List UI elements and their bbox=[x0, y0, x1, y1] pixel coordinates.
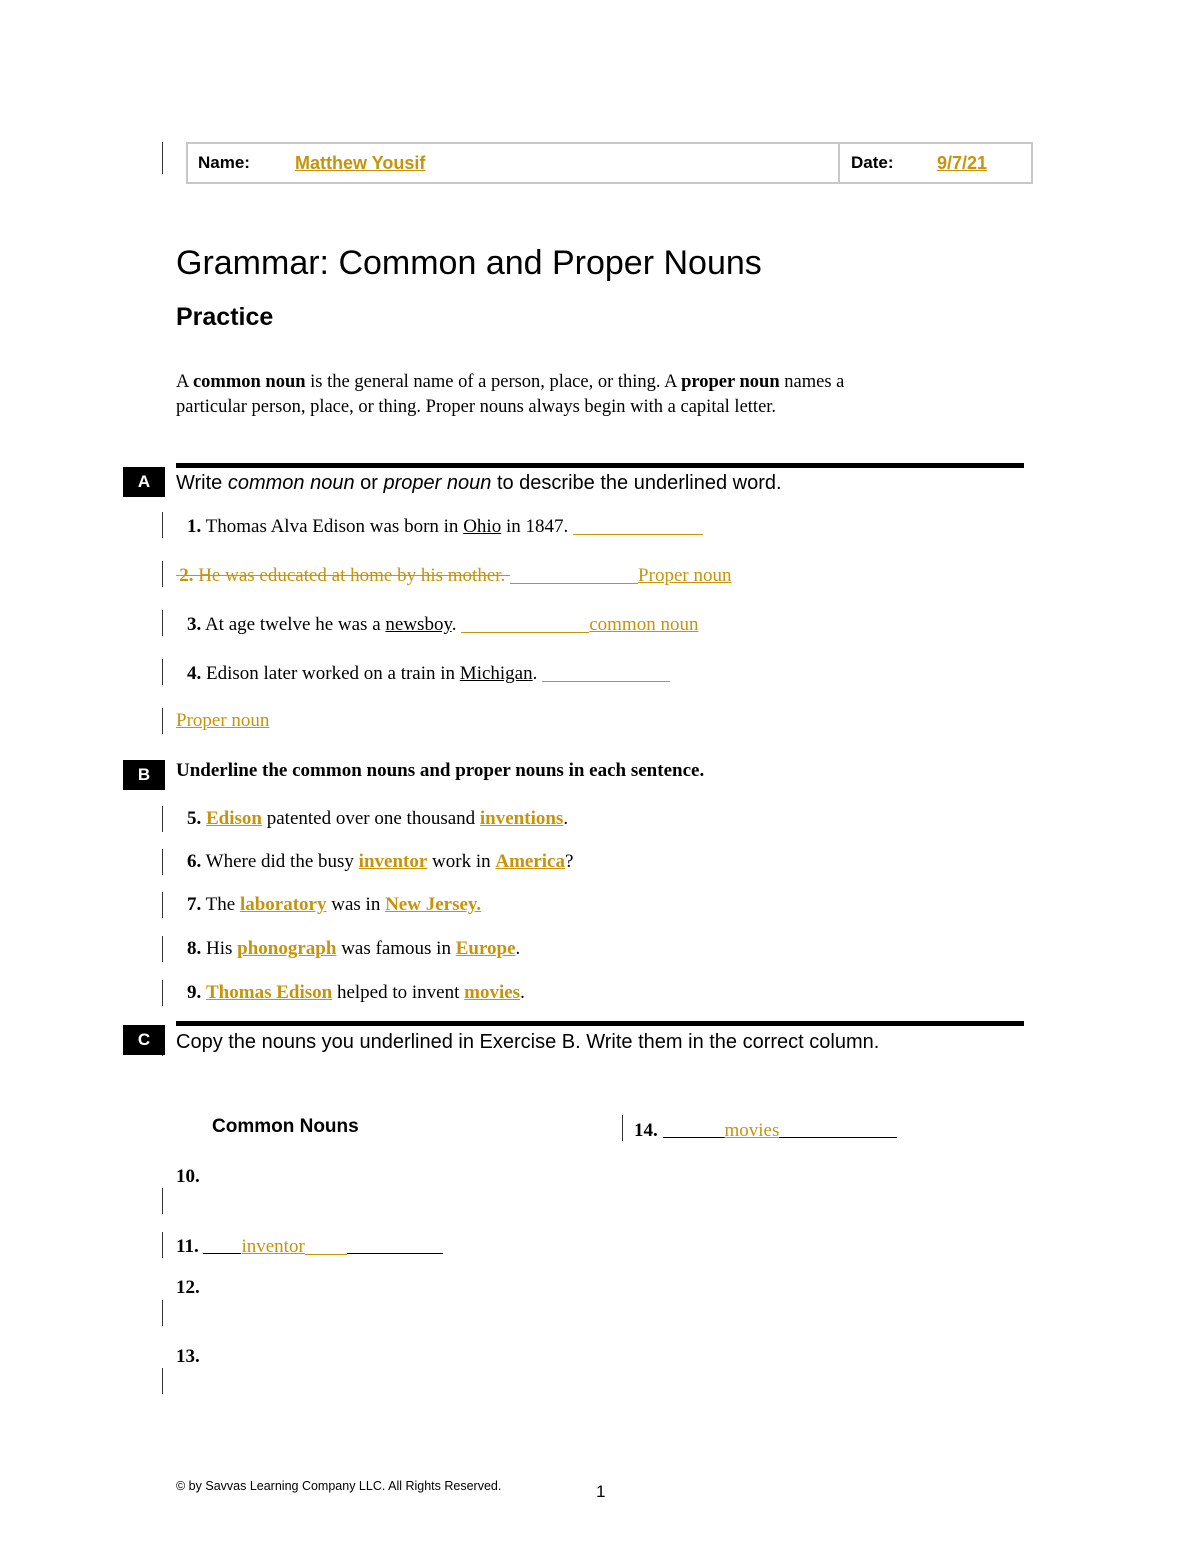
item-7: 7. The laboratory was in New Jersey. bbox=[187, 894, 482, 915]
section-b-instructions: Underline the common nouns and proper nouns in each sentence. bbox=[176, 760, 705, 781]
item-8: 8. His phonograph was famous in Europe. bbox=[187, 938, 521, 959]
change-bar bbox=[162, 659, 163, 685]
change-bar bbox=[162, 610, 163, 636]
section-c-instructions: Copy the nouns you underlined in Exercise B. Write them in the correct column. bbox=[176, 1031, 880, 1053]
change-bar bbox=[162, 561, 163, 587]
item-5: 5. Edison patented over one thousand inventions. bbox=[187, 808, 569, 829]
intro-paragraph: A common noun is the general name of a person, place, or thing. A proper noun names a particular person, place, or thing. Proper nouns always begin with a capital letter. bbox=[176, 372, 845, 417]
section-c-badge: C bbox=[123, 1025, 165, 1055]
item-9: 9. Thomas Edison helped to invent movies. bbox=[187, 982, 525, 1003]
change-bar bbox=[162, 849, 163, 875]
change-bar bbox=[162, 142, 163, 174]
answer-blank-3[interactable] bbox=[461, 612, 589, 633]
answer-blank-14-a[interactable] bbox=[663, 1119, 725, 1138]
answer-blank-11-c[interactable] bbox=[347, 1235, 443, 1254]
answer-11[interactable]: inventor bbox=[241, 1236, 305, 1257]
copyright-footer: © by Savvas Learning Company LLC. All Rights Reserved. bbox=[176, 1479, 502, 1493]
answer-blank-11-b bbox=[305, 1236, 347, 1255]
item-6: 6. Where did the busy inventor work in America? bbox=[187, 851, 574, 872]
answer-blank-4[interactable] bbox=[542, 661, 670, 682]
change-bar bbox=[162, 512, 163, 538]
item-13: 13. bbox=[176, 1346, 200, 1367]
answer-14[interactable]: movies bbox=[724, 1120, 780, 1141]
item-4: 4. Edison later worked on a train in Michigan. bbox=[187, 661, 670, 685]
section-b-badge: B bbox=[123, 760, 165, 790]
page-number: 1 bbox=[596, 1482, 606, 1501]
item-1: 1. Thomas Alva Edison was born in Ohio in 1847. bbox=[187, 514, 703, 538]
common-nouns-header: Common Nouns bbox=[212, 1116, 359, 1137]
date-value[interactable]: 9/7/21 bbox=[937, 153, 988, 173]
section-a-rule bbox=[176, 463, 1024, 468]
change-bar bbox=[162, 1368, 163, 1394]
date-label: Date: bbox=[851, 153, 894, 172]
change-bar bbox=[162, 806, 163, 832]
change-bar bbox=[162, 1188, 163, 1214]
term-proper-noun: proper noun bbox=[681, 372, 780, 392]
item-12: 12. bbox=[176, 1277, 200, 1298]
answer-blank-2[interactable] bbox=[510, 563, 638, 584]
name-label: Name: bbox=[198, 153, 250, 172]
term-common-noun: common noun bbox=[192, 372, 306, 392]
answer-blank-1[interactable] bbox=[573, 514, 703, 535]
name-value[interactable]: Matthew Yousif bbox=[295, 153, 426, 173]
answer-2[interactable]: Proper noun bbox=[638, 565, 732, 586]
item-10: 10. bbox=[176, 1166, 200, 1187]
item-11: 11. inventor bbox=[176, 1235, 443, 1258]
change-bar bbox=[162, 708, 163, 734]
header-divider bbox=[838, 142, 840, 184]
answer-blank-14-b[interactable] bbox=[779, 1119, 897, 1138]
section-a-instructions: Write common noun or proper noun to describe the underlined word. bbox=[176, 472, 782, 494]
change-bar bbox=[162, 1232, 163, 1258]
change-bar bbox=[162, 1300, 163, 1326]
item-14: 14. movies bbox=[634, 1119, 897, 1142]
change-bar bbox=[162, 892, 163, 918]
change-bar bbox=[622, 1115, 623, 1141]
item-2: 2. He was educated at home by his mother. Proper noun bbox=[179, 565, 732, 586]
section-a-badge: A bbox=[123, 467, 165, 497]
answer-blank-11-a[interactable] bbox=[203, 1235, 241, 1254]
answer-3[interactable]: common noun bbox=[589, 614, 699, 635]
page-subtitle: Practice bbox=[176, 303, 274, 331]
section-c-rule bbox=[176, 1021, 1024, 1026]
change-bar bbox=[162, 936, 163, 962]
item-3: 3. At age twelve he was a newsboy. common noun bbox=[187, 614, 699, 635]
page-title: Grammar: Common and Proper Nouns bbox=[176, 244, 762, 282]
answer-4[interactable]: Proper noun bbox=[176, 710, 270, 731]
change-bar bbox=[162, 980, 163, 1006]
